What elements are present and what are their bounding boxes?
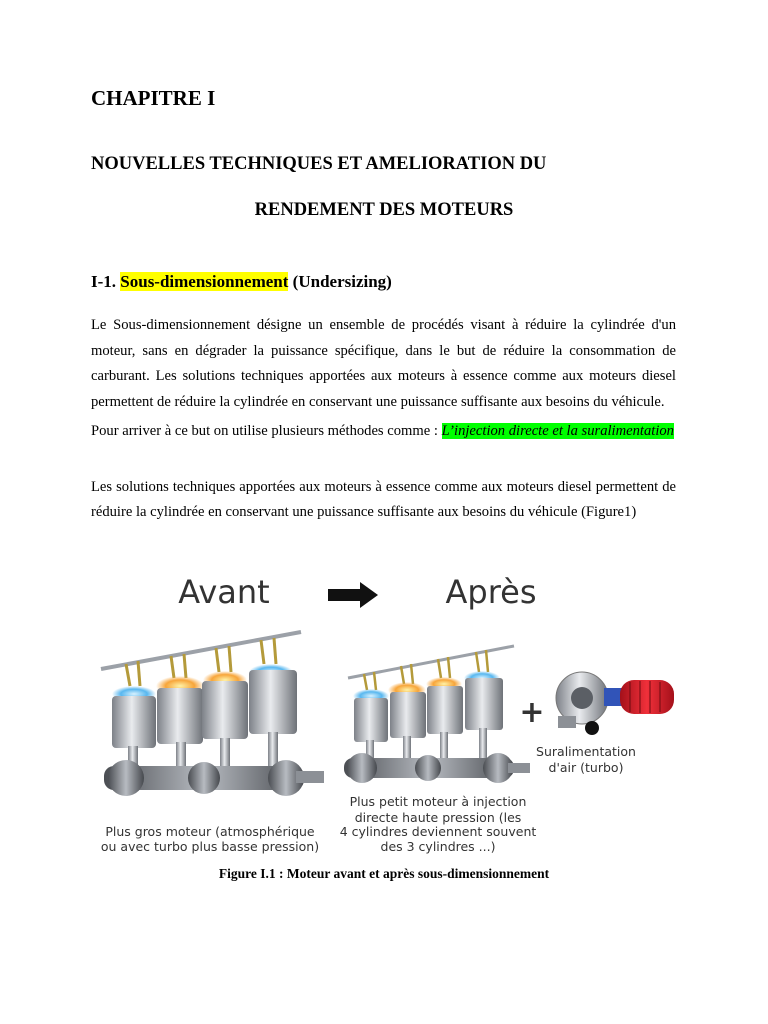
- turbo-label-line-2: d'air (turbo): [548, 760, 624, 775]
- turbo-label-line-1: Suralimentation: [536, 744, 636, 759]
- paragraph-solutions: Les solutions techniques apportées aux moteurs à essence comme aux moteurs diesel permettent de réduire la cylindrée en conservant une puissance suffisante aux besoins du véhicule (Figure1): [91, 479, 676, 520]
- figure-caption: Figure I.1 : Moteur avant et après sous-dimensionnement: [218, 866, 550, 881]
- before-label-line-2: ou avec turbo plus basse pression): [100, 839, 320, 854]
- chapter-title-line-1: NOUVELLES TECHNIQUES ET AMELIORATION DU: [91, 154, 547, 174]
- plus-sign: +: [519, 695, 545, 730]
- after-label-line-1: Plus petit moteur à injection: [349, 794, 527, 809]
- before-label-line-1: Plus gros moteur (atmosphérique: [105, 824, 315, 839]
- section-number: I-1.: [91, 272, 117, 291]
- section-title-rest: (Undersizing): [292, 272, 392, 291]
- turbo-illustration: [556, 672, 674, 735]
- paragraph-methods-text: Pour arriver à ce but on utilise plusieurs méthodes comme :: [91, 423, 438, 439]
- methods-highlight: L’injection directe et la suralimentation: [441, 423, 674, 439]
- chapter-heading: CHAPITRE I: [91, 86, 216, 110]
- after-label-line-4: des 3 cylindres ...): [380, 839, 496, 854]
- chapter-title-line-2: RENDEMENT DES MOTEURS: [254, 200, 514, 220]
- after-label-line-3: 4 cylindres deviennent souvent: [339, 824, 537, 839]
- after-label-line-2: directe haute pression (les: [354, 810, 522, 825]
- engine-after-illustration: [344, 646, 530, 783]
- engine-before-illustration: [101, 632, 324, 796]
- arrow-right-icon: [328, 582, 378, 608]
- figure-heading-before: Avant: [178, 573, 270, 611]
- engine-figure: [96, 566, 678, 858]
- paragraph-methods: [91, 419, 676, 444]
- figure-heading-after: Après: [445, 573, 537, 611]
- section-title-highlighted: Sous-dimensionnement: [120, 272, 289, 291]
- section-heading: [91, 272, 392, 292]
- paragraph-definition: Le Sous-dimensionnement désigne un ensemble de procédés visant à réduire la cylindrée d'un moteur, sans en dégrader la puissance spécifique, dans le but de réduire la consommation de carburant. Les solutions techniques apportées aux moteurs à essence comme aux moteurs diesel permettent de réduire la cylindrée en conservant une puissance suffisante aux besoins du véhicule.: [91, 317, 676, 411]
